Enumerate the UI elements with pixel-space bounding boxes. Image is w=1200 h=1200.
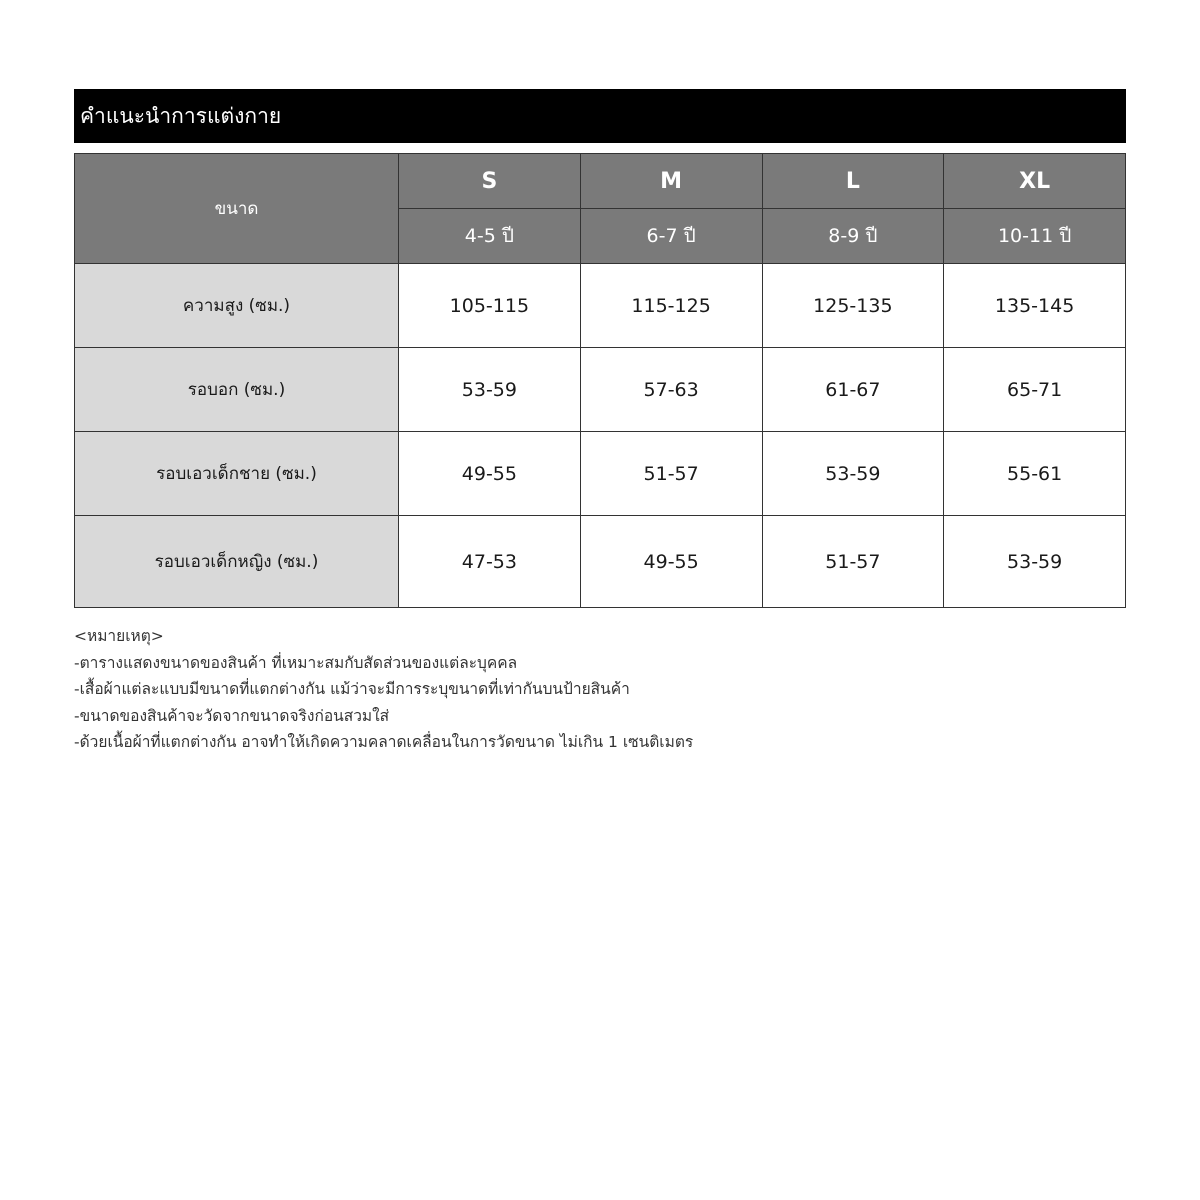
table-cell: 61-67 <box>762 348 944 432</box>
table-cell: 135-145 <box>944 264 1126 348</box>
table-cell: 51-57 <box>762 516 944 608</box>
table-row <box>75 348 1126 432</box>
row-label-chest: รอบอก (ซม.) <box>75 348 399 432</box>
table-cell: 53-59 <box>399 348 581 432</box>
row-label-boys-waist: รอบเอวเด็กชาย (ซม.) <box>75 432 399 516</box>
size-code-m: M <box>580 154 762 209</box>
page-title: คำแนะนำการแต่งกาย <box>74 89 1126 143</box>
size-age-l: 8-9 ปี <box>762 209 944 264</box>
table-row <box>75 516 1126 608</box>
size-code-xl: XL <box>944 154 1126 209</box>
table-row <box>75 432 1126 516</box>
table-cell: 115-125 <box>580 264 762 348</box>
row-label-height: ความสูง (ซม.) <box>75 264 399 348</box>
table-cell: 51-57 <box>580 432 762 516</box>
row-label-girls-waist: รอบเอวเด็กหญิง (ซม.) <box>75 516 399 608</box>
table-cell: 65-71 <box>944 348 1126 432</box>
table-cell: 125-135 <box>762 264 944 348</box>
table-cell: 49-55 <box>399 432 581 516</box>
size-header-label: ขนาด <box>75 154 399 264</box>
note-line: -ขนาดของสินค้าจะวัดจากขนาดจริงก่อนสวมใส่ <box>74 706 390 725</box>
note-line: -เสื้อผ้าแต่ละแบบมีขนาดที่แตกต่างกัน แม้ว่าจะมีการระบุขนาดที่เท่ากันบนป้ายสินค้า <box>74 680 630 698</box>
table-cell: 53-59 <box>762 432 944 516</box>
table-row <box>75 264 1126 348</box>
size-chart-table <box>74 153 1126 608</box>
table-cell: 47-53 <box>399 516 581 608</box>
table-cell: 53-59 <box>944 516 1126 608</box>
notes-heading: <หมายเหตุ> <box>74 627 164 645</box>
table-cell: 105-115 <box>399 264 581 348</box>
size-code-l: L <box>762 154 944 209</box>
size-code-header-row <box>75 154 1126 209</box>
size-age-s: 4-5 ปี <box>399 209 581 264</box>
table-cell: 55-61 <box>944 432 1126 516</box>
size-age-m: 6-7 ปี <box>580 209 762 264</box>
note-line: -ด้วยเนื้อผ้าที่แตกต่างกัน อาจทำให้เกิดความคลาดเคลื่อนในการวัดขนาด ไม่เกิน 1 เซนติเมตร <box>74 733 694 751</box>
notes-section <box>74 623 1134 756</box>
size-age-xl: 10-11 ปี <box>944 209 1126 264</box>
note-line: -ตารางแสดงขนาดของสินค้า ที่เหมาะสมกับสัดส่วนของแต่ละบุคคล <box>74 653 518 672</box>
size-code-s: S <box>399 154 581 209</box>
table-cell: 49-55 <box>580 516 762 608</box>
table-cell: 57-63 <box>580 348 762 432</box>
